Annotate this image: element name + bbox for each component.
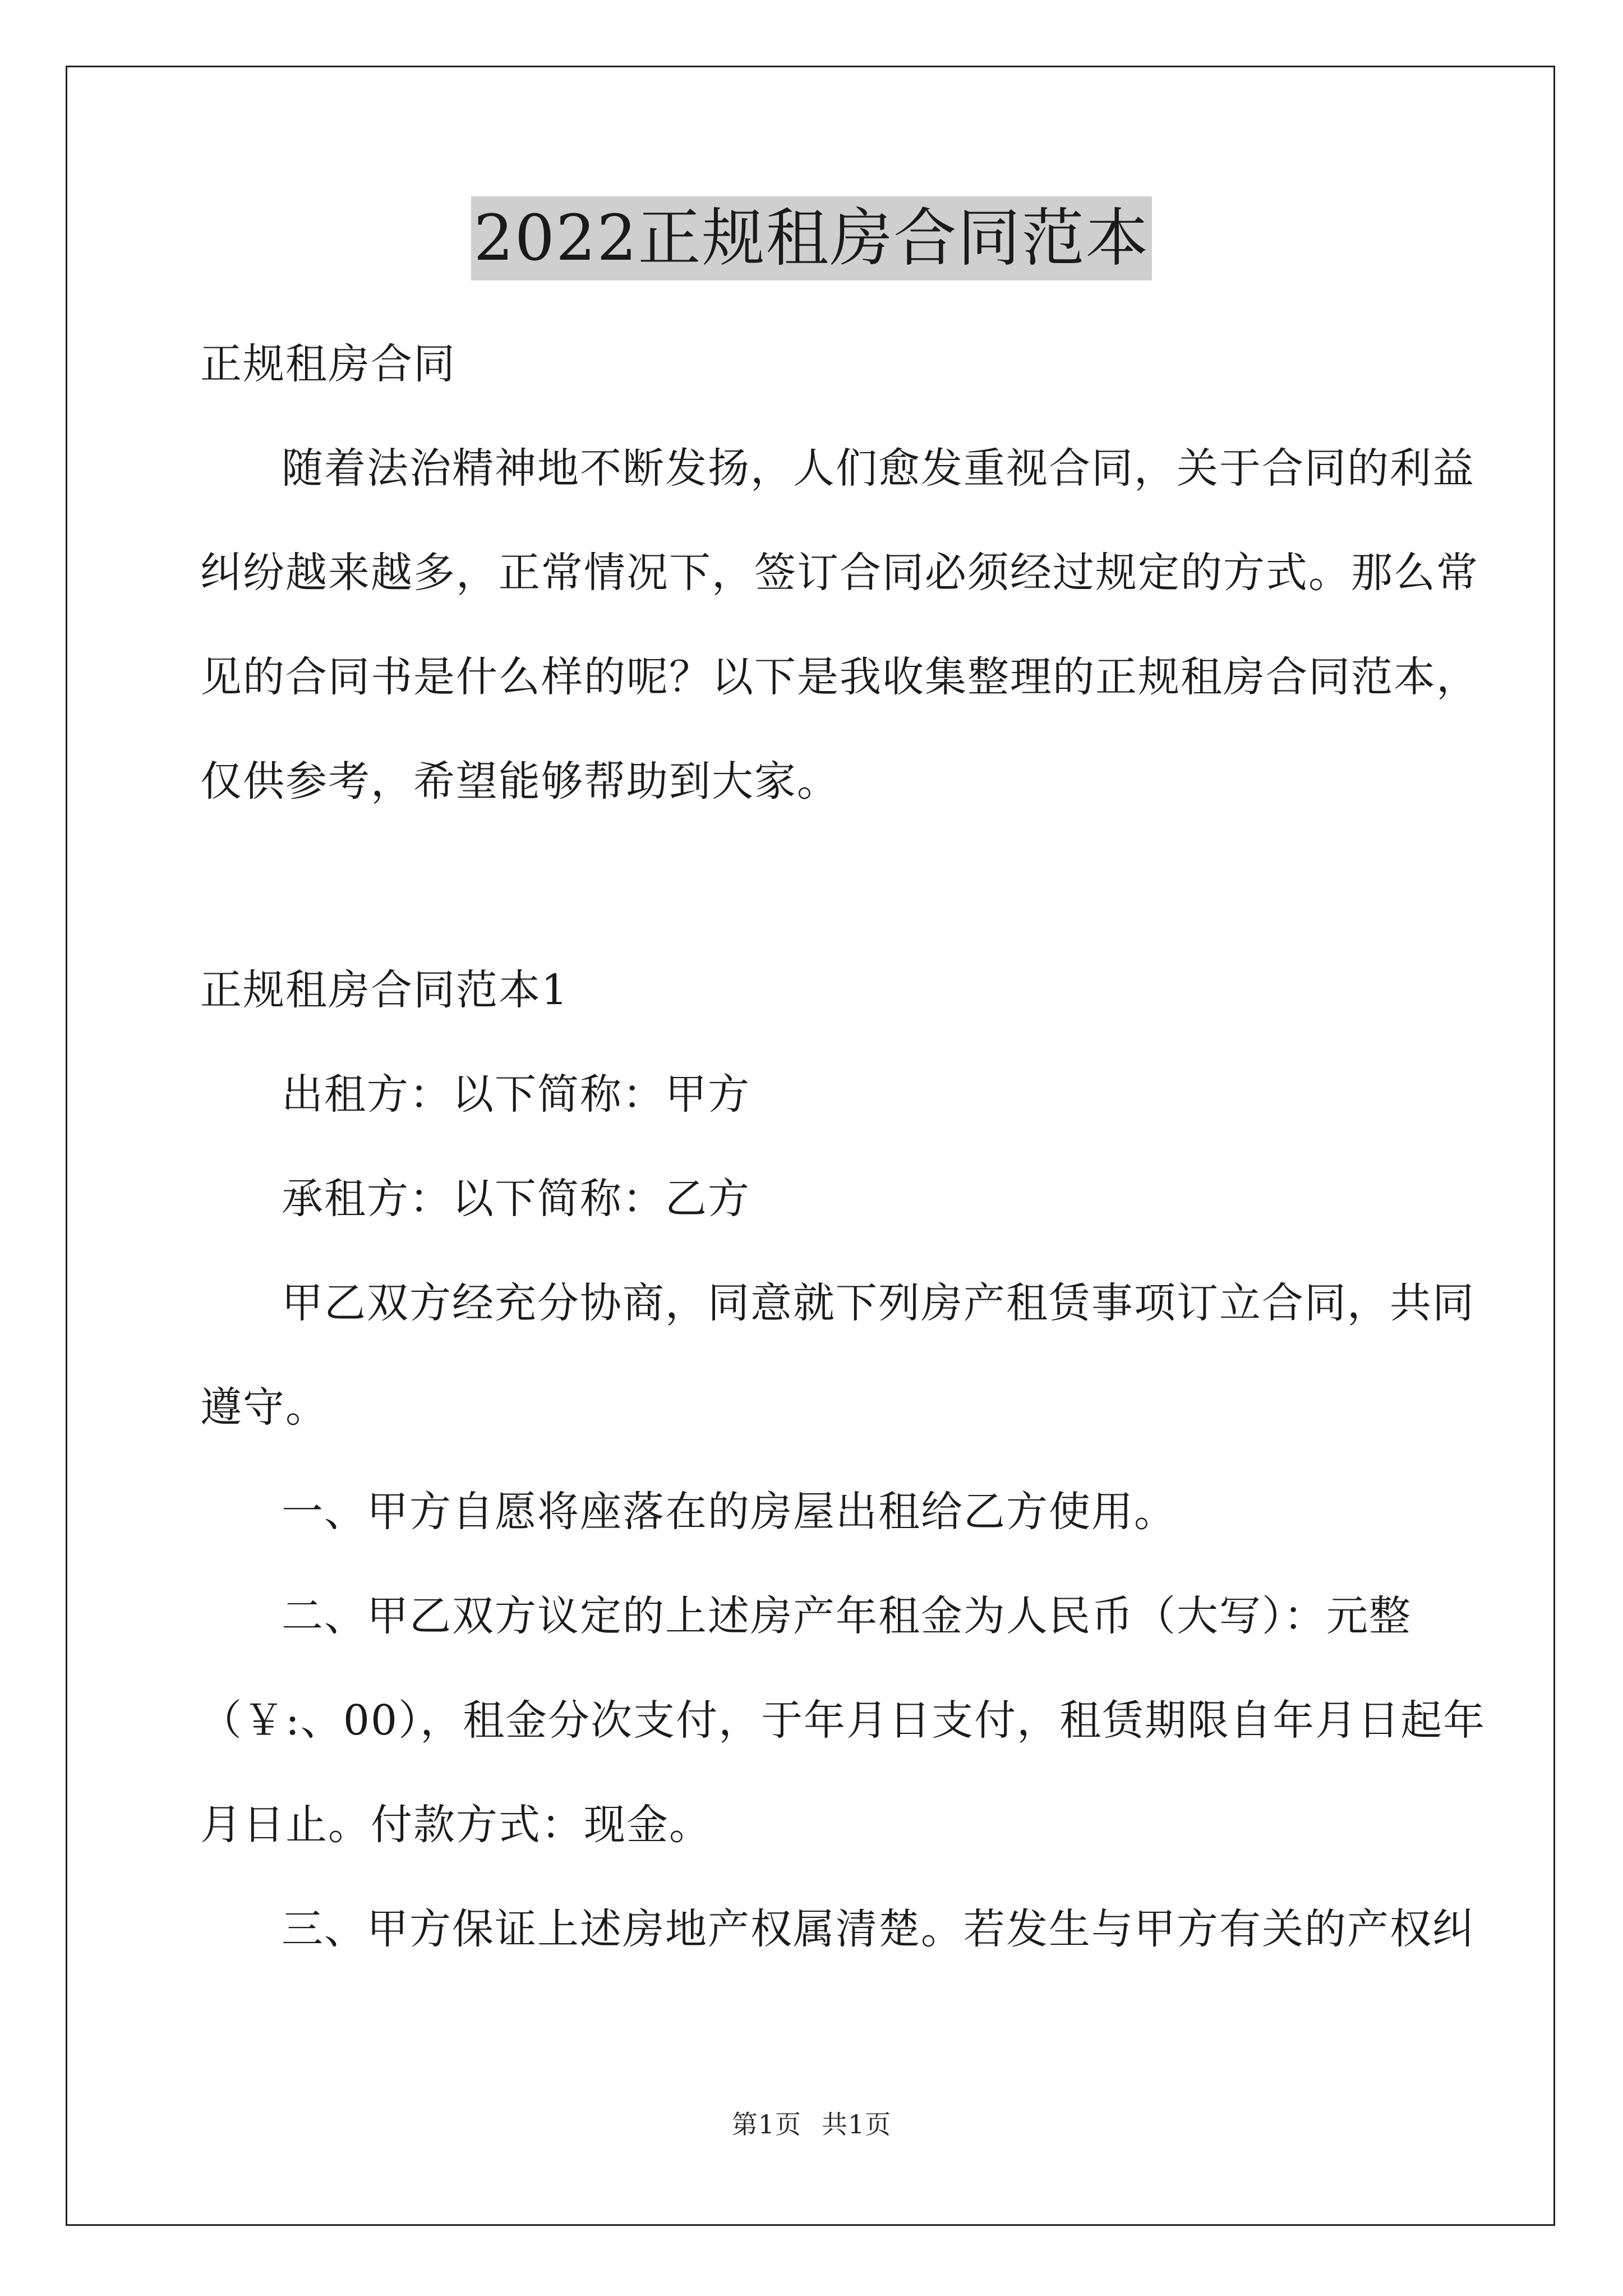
text-line: 承租方：以下简称：乙方 (282, 1175, 750, 1223)
text-line: 正规租房合同 (200, 340, 456, 388)
page-number: 第1页 (731, 2109, 801, 2139)
text-line: 仅供参考，希望能够帮助到大家。 (200, 757, 840, 806)
text-line: 见的合同书是什么样的呢？以下是我收集整理的正规租房合同范本， (200, 653, 1479, 701)
page-footer (0, 2108, 1623, 2141)
text-line: 正规租房合同范本1 (200, 966, 569, 1014)
text-line: 一、甲方自愿将座落在的房屋出租给乙方使用。 (282, 1488, 1177, 1536)
text-line: 甲乙双方经充分协商，同意就下列房产租赁事项订立合同，共同 (282, 1279, 1475, 1327)
document-body (200, 312, 1486, 1981)
page-total: 共1页 (822, 2109, 892, 2139)
document-title: 2022正规租房合同范本 (471, 196, 1151, 280)
text-line: 出租方：以下简称：甲方 (282, 1070, 750, 1119)
text-line: 遵守。 (200, 1383, 328, 1432)
paragraph-gap (200, 834, 1428, 938)
text-line: 三、甲方保证上述房地产权属清楚。若发生与甲方有关的产权纠 (282, 1905, 1475, 1953)
text-line: 纠纷越来越多，正常情况下，签订合同必须经过规定的方式。那么常 (200, 549, 1479, 597)
title-container (0, 196, 1623, 280)
text-line: 月日止。付款方式：现金。 (200, 1801, 712, 1849)
text-line: 二、甲乙双方议定的上述房产年租金为人民币（大写）：元整 (282, 1592, 1412, 1640)
text-line: （￥:、00），租金分次支付，于年月日支付，租赁期限自年月日起年 (200, 1696, 1486, 1745)
text-line: 随着法治精神地不断发扬，人们愈发重视合同，关于合同的利益 (282, 444, 1475, 493)
